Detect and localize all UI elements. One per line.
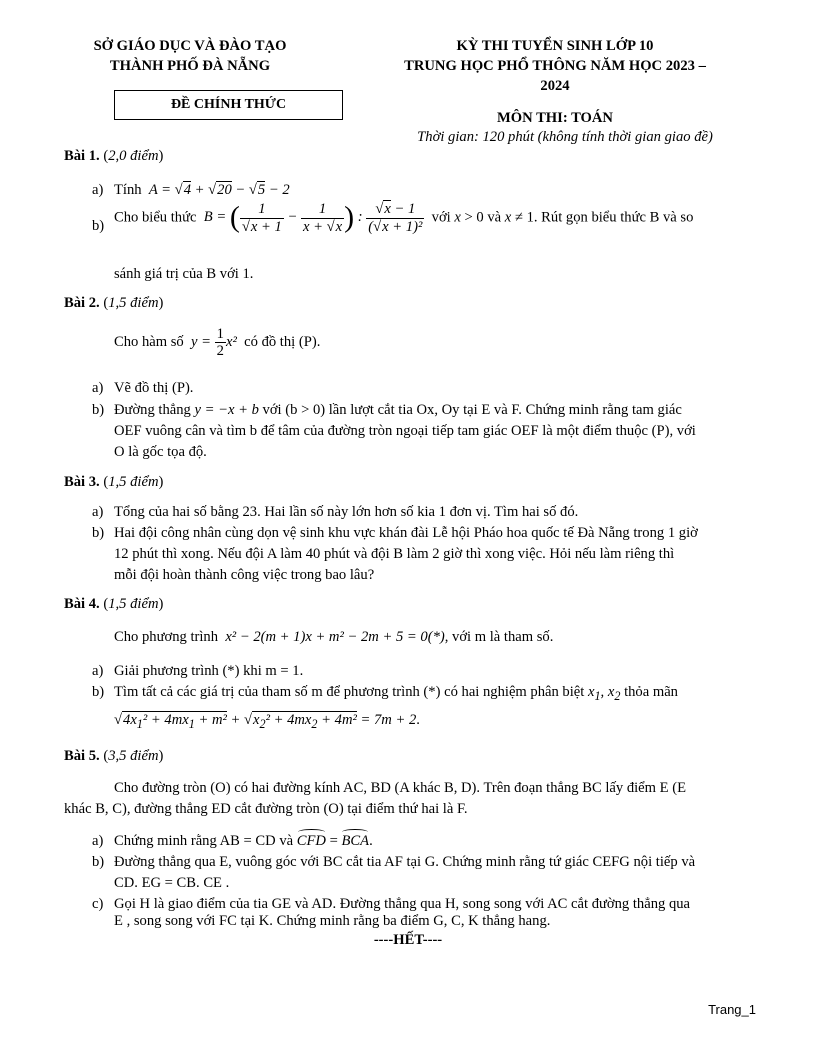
problem-3b-text-cont2: mỗi đội hoàn thành công việc trong bao lâu? [114,567,375,583]
exam-title: KỲ THI TUYỂN SINH LỚP 10 [456,38,654,54]
formula-condition: $√4x_1^2 + 4mx_1 + m^2 + √x_2^2 + 4mx_2 + 4m^2 = 7m + 2$ [114,712,417,731]
problem-1b-text-cont: sánh giá trị của B với 1. [114,266,254,282]
formula-a: A = √4 + √20 − √5 − 2 [145,182,290,198]
exam-year-end: 2024 [540,78,570,94]
problem-1-title: Bài 1. (2,0 điểm) [64,148,164,164]
problem-5-title: Bài 5. (3,5 điểm) [64,748,164,764]
problem-5-intro: Cho đường tròn (O) có hai đường kính AC, BD (A khác B, D). Trên đoạn thẳng BC lấy điểm E (E [114,780,686,796]
problem-2-intro: Cho hàm số y = $\frac{1}{2}$ x² có đồ thị (P). [114,326,321,360]
problem-3a-label: a) [92,504,104,520]
problem-2b-text: Đường thẳng y = −x + b với (b > 0) lần lượt cắt tia Ox, Oy tại E và F. Chứng minh rằng tam giác [114,402,682,418]
formula-b: B = ( $\frac{1}{√x + 1}$ − $\frac{1}{x + √x}$ ) : $\frac{√x - 1}{\text{(√x + 1)²}}$ [200,201,423,235]
problem-5b-text-cont: CD. EG = CB. CE . [114,875,230,891]
problem-5b-label: b) [92,854,105,870]
problem-1a-text: Tính A = √4 + √20 − √5 − 2 [114,182,290,198]
problem-3a-text: Tổng của hai số bằng 23. Hai lần số này lớn hơn số kia 1 đơn vị. Tìm hai số đó. [114,504,579,520]
city-name: THÀNH PHỐ ĐÀ NẴNG [109,58,271,74]
problem-1b-label: b) [92,218,105,234]
problem-2a-text: Vẽ đồ thị (P). [114,380,194,396]
problem-2b-text-cont2: O là gốc tọa độ. [114,444,207,460]
subject-title: MÔN THI: TOÁN [497,110,613,126]
problem-4b-label: b) [92,684,105,700]
problem-2b-text-cont1: OEF vuông cân và tìm b để tâm của đường tròn ngoại tiếp tam giác OEF là một điểm thuộc (P), với [114,423,696,439]
problem-1a-label: a) [92,182,104,198]
end-marker: ----HẾT---- [373,932,443,948]
problem-4b-text: Tìm tất cả các giá trị của tham số m để phương trình (*) có hai nghiệm phân biệt $x_1$, $x_2$ thỏa mãn [114,684,678,703]
problem-5c-text-cont: E , song song với FC tại K. Chứng minh rằng ba điểm G, C, K thẳng hang. [114,913,551,929]
problem-3-title: Bài 3. (1,5 điểm) [64,474,164,490]
exam-time: Thời gian: 120 phút (không tính thời gian giao đề) [417,129,713,145]
problem-3b-text: Hai đội công nhân cùng dọn vệ sinh khu vực khán đài Lễ hội Pháo hoa quốc tế Đà Nẵng trong 1 giờ [114,525,698,541]
problem-4b-condition: $√4x_1^2 + 4mx_1 + m^2 + √x_2^2 + 4mx_2 + 4m^2 = 7m + 2$. [114,712,420,731]
problem-4-intro: Cho phương trình x² − 2(m + 1)x + m² − 2m + 5 = 0(*), với m là tham số. [114,629,554,645]
problem-5-intro-cont: khác B, C), đường thẳng ED cắt đường tròn (O) tại điểm thứ hai là F. [64,801,468,817]
formula-equation: x² − 2(m + 1)x + m² − 2m + 5 = 0(*) [221,629,445,645]
problem-4-title: Bài 4. (1,5 điểm) [64,596,164,612]
problem-2a-label: a) [92,380,104,396]
official-exam-box: ĐỀ CHÍNH THỨC [114,90,343,120]
page-number: Trang_1 [708,1002,756,1017]
problem-3b-label: b) [92,525,105,541]
problem-5c-label: c) [92,896,104,912]
problem-4a-text: Giải phương trình (*) khi m = 1. [114,663,304,679]
formula-parabola: y = $\frac{1}{2}$ x² [187,326,241,360]
problem-5c-text: Gọi H là giao điểm của tia GE và AD. Đường thẳng qua H, song song với AC cắt đường thẳng qua [114,896,691,912]
exam-school-year: TRUNG HỌC PHỔ THÔNG NĂM HỌC 2023 – [404,58,706,74]
problem-3b-text-cont1: 12 phút thì xong. Nếu đội A làm 40 phút và đội B làm 2 giờ thì xong việc. Hỏi nếu làm riêng thì [114,546,675,562]
problem-5a-label: a) [92,833,104,849]
problem-5a-text: Chứng minh rằng AB = CD và CFD = BCA. [114,831,754,853]
problem-5b-text: Đường thẳng qua E, vuông góc với BC cắt tia AF tại G. Chứng minh rằng tứ giác CEFG nội tiếp và [114,854,696,870]
department-name: SỞ GIÁO DỤC VÀ ĐÀO TẠO [93,38,287,54]
problem-2b-label: b) [92,402,105,418]
problem-1b-text: Cho biểu thức B = ( $\frac{1}{√x + 1}$ − $\frac{1}{x + √x}$ ) : $\frac{√x - 1}{\text{(√x + 1)²}}$ với x > 0 và x ≠ 1. Rút gọn biểu thức B và so [114,201,694,235]
problem-4a-label: a) [92,663,104,679]
problem-2-title: Bài 2. (1,5 điểm) [64,295,164,311]
